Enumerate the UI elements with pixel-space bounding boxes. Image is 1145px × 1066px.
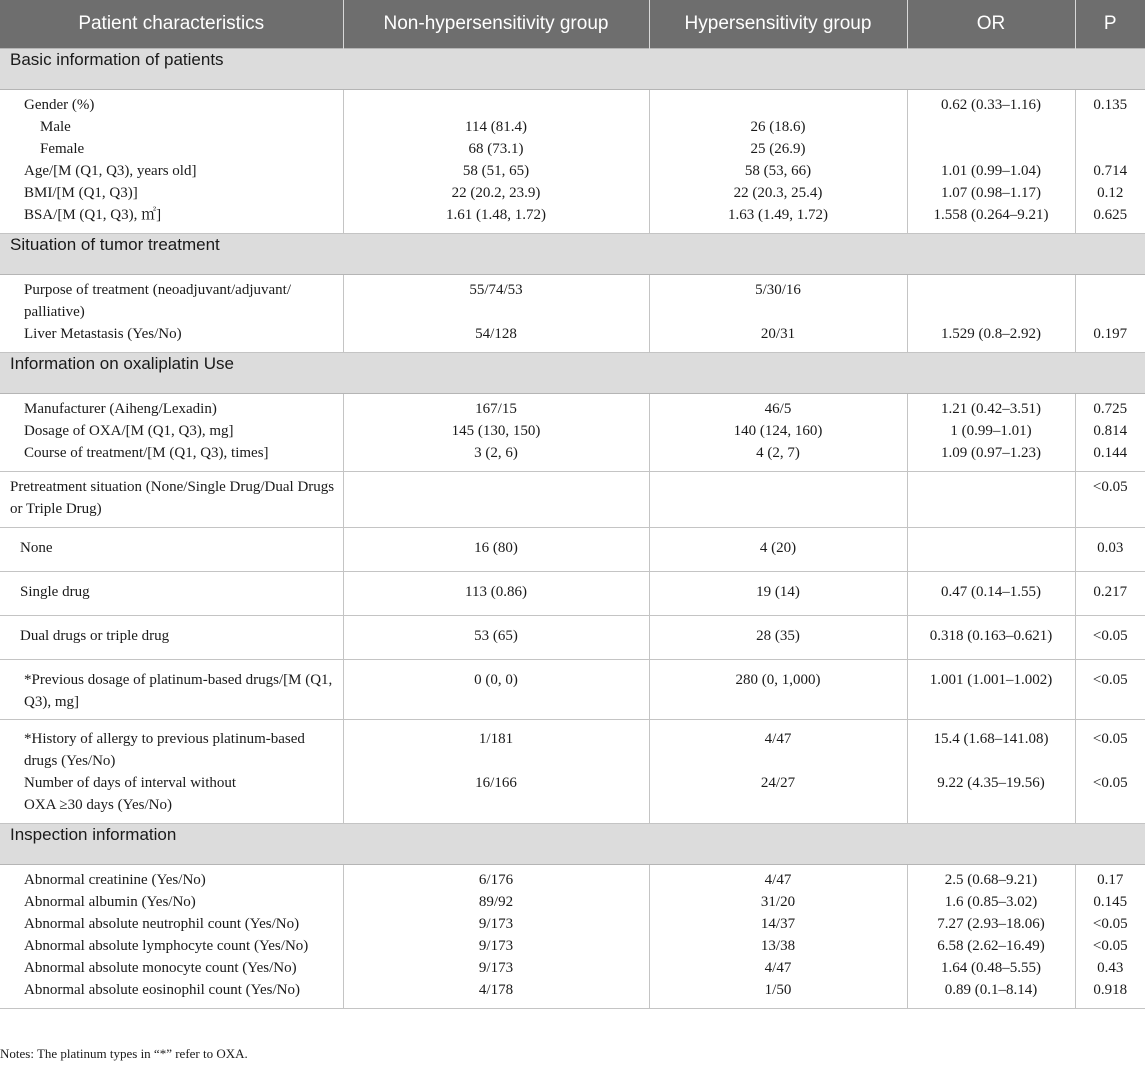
- section-title: Inspection information: [0, 824, 1145, 865]
- non-hyper-value: 53 (65): [343, 616, 649, 660]
- or-value: 1 (0.99–1.01): [907, 420, 1075, 442]
- table-row: [0, 116, 1145, 138]
- non-hyper-value: 89/92: [343, 891, 649, 913]
- table-row: [0, 572, 1145, 616]
- hyper-value: 1.63 (1.49, 1.72): [649, 204, 907, 234]
- non-hyper-value: 58 (51, 65): [343, 160, 649, 182]
- p-value: [1075, 138, 1145, 160]
- non-hyper-value: 113 (0.86): [343, 572, 649, 616]
- non-hyper-value: 68 (73.1): [343, 138, 649, 160]
- hyper-value: 4 (2, 7): [649, 442, 907, 472]
- hyper-value: 14/37: [649, 913, 907, 935]
- table-row: [0, 160, 1145, 182]
- non-hyper-value: 1/181: [343, 720, 649, 773]
- table-row: [0, 957, 1145, 979]
- non-hyper-value: 114 (81.4): [343, 116, 649, 138]
- hyper-value: [649, 472, 907, 528]
- p-value: <0.05: [1075, 913, 1145, 935]
- hyper-value: 58 (53, 66): [649, 160, 907, 182]
- section-row: [0, 353, 1145, 394]
- p-value: <0.05: [1075, 616, 1145, 660]
- row-label: Male: [40, 119, 71, 135]
- or-value: 0.89 (0.1–8.14): [907, 979, 1075, 1009]
- table-row: [0, 204, 1145, 234]
- row-label: Abnormal absolute neutrophil count (Yes/No): [24, 916, 300, 932]
- p-value: <0.05: [1075, 772, 1145, 824]
- row-label: None: [0, 528, 343, 572]
- hyper-value: 4/47: [649, 865, 907, 892]
- or-value: 0.318 (0.163–0.621): [907, 616, 1075, 660]
- or-value: 1.529 (0.8–2.92): [907, 323, 1075, 353]
- row-label: *History of allergy to previous platinum-based drugs (Yes/No): [24, 731, 305, 769]
- non-hyper-value: [343, 90, 649, 117]
- p-value: 0.145: [1075, 891, 1145, 913]
- hyper-value: 13/38: [649, 935, 907, 957]
- or-value: 1.001 (1.001–1.002): [907, 660, 1075, 720]
- p-value: 0.12: [1075, 182, 1145, 204]
- row-label: Abnormal absolute monocyte count (Yes/No): [24, 960, 297, 976]
- non-hyper-value: 54/128: [343, 323, 649, 353]
- non-hyper-value: [343, 472, 649, 528]
- row-label: Dosage of OXA/[M (Q1, Q3), mg]: [24, 423, 234, 439]
- hyper-value: 28 (35): [649, 616, 907, 660]
- table-row: [0, 528, 1145, 572]
- p-value: <0.05: [1075, 472, 1145, 528]
- hyper-value: 24/27: [649, 772, 907, 824]
- non-hyper-value: 4/178: [343, 979, 649, 1009]
- non-hyper-value: 22 (20.2, 23.9): [343, 182, 649, 204]
- non-hyper-value: 9/173: [343, 957, 649, 979]
- or-value: 1.64 (0.48–5.55): [907, 957, 1075, 979]
- non-hyper-value: 0 (0, 0): [343, 660, 649, 720]
- header-hypersensitivity: Hypersensitivity group: [649, 0, 907, 49]
- or-value: 1.6 (0.85–3.02): [907, 891, 1075, 913]
- header-characteristics: Patient characteristics: [0, 0, 343, 49]
- row-label: Abnormal creatinine (Yes/No): [24, 872, 206, 888]
- non-hyper-value: 55/74/53: [343, 275, 649, 324]
- row-label: Number of days of interval without OXA ≥30 days (Yes/No): [0, 772, 343, 824]
- hyper-value: 280 (0, 1,000): [649, 660, 907, 720]
- row-label: Manufacturer (Aiheng/Lexadin): [24, 401, 217, 417]
- or-value: 1.09 (0.97–1.23): [907, 442, 1075, 472]
- or-value: 0.62 (0.33–1.16): [907, 90, 1075, 117]
- hyper-value: 25 (26.9): [649, 138, 907, 160]
- non-hyper-value: 1.61 (1.48, 1.72): [343, 204, 649, 234]
- p-value: 0.625: [1075, 204, 1145, 234]
- header-p: P: [1075, 0, 1145, 49]
- p-value: 0.217: [1075, 572, 1145, 616]
- hyper-value: 20/31: [649, 323, 907, 353]
- header-or: OR: [907, 0, 1075, 49]
- hyper-value: 5/30/16: [649, 275, 907, 324]
- table-row: [0, 472, 1145, 528]
- table-row: [0, 182, 1145, 204]
- or-value: 1.01 (0.99–1.04): [907, 160, 1075, 182]
- or-value: 1.07 (0.98–1.17): [907, 182, 1075, 204]
- table-row: [0, 720, 1145, 773]
- hyper-value: 22 (20.3, 25.4): [649, 182, 907, 204]
- row-label: BSA/[M (Q1, Q3), ㎡]: [0, 204, 343, 234]
- table-row: [0, 394, 1145, 421]
- p-value: <0.05: [1075, 660, 1145, 720]
- hyper-value: 4/47: [649, 720, 907, 773]
- table-row: [0, 913, 1145, 935]
- non-hyper-value: 167/15: [343, 394, 649, 421]
- table-row: [0, 90, 1145, 117]
- table-row: [0, 891, 1145, 913]
- row-label: Female: [40, 141, 85, 157]
- hyper-value: 26 (18.6): [649, 116, 907, 138]
- header-non-hypersensitivity: Non-hypersensitivity group: [343, 0, 649, 49]
- table-row: [0, 275, 1145, 324]
- row-label: Age/[M (Q1, Q3), years old]: [24, 163, 197, 179]
- non-hyper-value: 16/166: [343, 772, 649, 824]
- or-value: [907, 275, 1075, 324]
- table-row: [0, 442, 1145, 472]
- table-row: [0, 660, 1145, 720]
- row-label: *Previous dosage of platinum-based drugs/[M (Q1, Q3), mg]: [0, 660, 343, 720]
- row-label: Abnormal absolute lymphocyte count (Yes/No): [24, 938, 309, 954]
- hyper-value: 140 (124, 160): [649, 420, 907, 442]
- row-label: Abnormal albumin (Yes/No): [24, 894, 196, 910]
- or-value: 6.58 (2.62–16.49): [907, 935, 1075, 957]
- or-value: 2.5 (0.68–9.21): [907, 865, 1075, 892]
- non-hyper-value: 16 (80): [343, 528, 649, 572]
- non-hyper-value: 9/173: [343, 913, 649, 935]
- row-label: Pretreatment situation (None/Single Drug/Dual Drugs or Triple Drug): [0, 472, 343, 528]
- p-value: 0.814: [1075, 420, 1145, 442]
- row-label: Single drug: [0, 572, 343, 616]
- or-value: [907, 528, 1075, 572]
- section-title: Situation of tumor treatment: [0, 234, 1145, 275]
- or-value: 1.558 (0.264–9.21): [907, 204, 1075, 234]
- section-title: Information on oxaliplatin Use: [0, 353, 1145, 394]
- table-row: [0, 138, 1145, 160]
- non-hyper-value: 6/176: [343, 865, 649, 892]
- hyper-value: 46/5: [649, 394, 907, 421]
- p-value: <0.05: [1075, 720, 1145, 773]
- or-value: 9.22 (4.35–19.56): [907, 772, 1075, 824]
- table-row: [0, 865, 1145, 892]
- p-value: [1075, 275, 1145, 324]
- section-title: Basic information of patients: [0, 49, 1145, 90]
- or-value: 15.4 (1.68–141.08): [907, 720, 1075, 773]
- table-row: [0, 935, 1145, 957]
- or-value: 7.27 (2.93–18.06): [907, 913, 1075, 935]
- table-row: [0, 420, 1145, 442]
- or-value: 1.21 (0.42–3.51): [907, 394, 1075, 421]
- table-row: [0, 616, 1145, 660]
- non-hyper-value: 3 (2, 6): [343, 442, 649, 472]
- or-value: 0.47 (0.14–1.55): [907, 572, 1075, 616]
- or-value: [907, 472, 1075, 528]
- hyper-value: 4 (20): [649, 528, 907, 572]
- section-row: [0, 234, 1145, 275]
- non-hyper-value: 9/173: [343, 935, 649, 957]
- row-label: Gender (%): [24, 97, 95, 113]
- table-row: [0, 323, 1145, 353]
- p-value: [1075, 116, 1145, 138]
- p-value: 0.144: [1075, 442, 1145, 472]
- p-value: 0.17: [1075, 865, 1145, 892]
- table-notes: Notes: The platinum types in “*” refer to OXA.: [0, 1046, 248, 1061]
- or-value: [907, 116, 1075, 138]
- row-label: Dual drugs or triple drug: [0, 616, 343, 660]
- hyper-value: [649, 90, 907, 117]
- hyper-value: 19 (14): [649, 572, 907, 616]
- hyper-value: 31/20: [649, 891, 907, 913]
- header-row: [0, 0, 1145, 49]
- section-row: [0, 49, 1145, 90]
- section-row: [0, 824, 1145, 865]
- row-label: BMI/[M (Q1, Q3)]: [24, 185, 138, 201]
- non-hyper-value: 145 (130, 150): [343, 420, 649, 442]
- table-row: [0, 979, 1145, 1009]
- or-value: [907, 138, 1075, 160]
- row-label: Liver Metastasis (Yes/No): [0, 323, 343, 353]
- p-value: 0.43: [1075, 957, 1145, 979]
- p-value: 0.714: [1075, 160, 1145, 182]
- p-value: <0.05: [1075, 935, 1145, 957]
- row-label: Course of treatment/[M (Q1, Q3), times]: [0, 442, 343, 472]
- hyper-value: 4/47: [649, 957, 907, 979]
- p-value: 0.135: [1075, 90, 1145, 117]
- p-value: 0.918: [1075, 979, 1145, 1009]
- p-value: 0.197: [1075, 323, 1145, 353]
- p-value: 0.03: [1075, 528, 1145, 572]
- row-label: Purpose of treatment (neoadjuvant/adjuvant/ palliative): [24, 282, 292, 320]
- hyper-value: 1/50: [649, 979, 907, 1009]
- table-row: [0, 772, 1145, 824]
- p-value: 0.725: [1075, 394, 1145, 421]
- row-label: Abnormal absolute eosinophil count (Yes/No): [0, 979, 343, 1009]
